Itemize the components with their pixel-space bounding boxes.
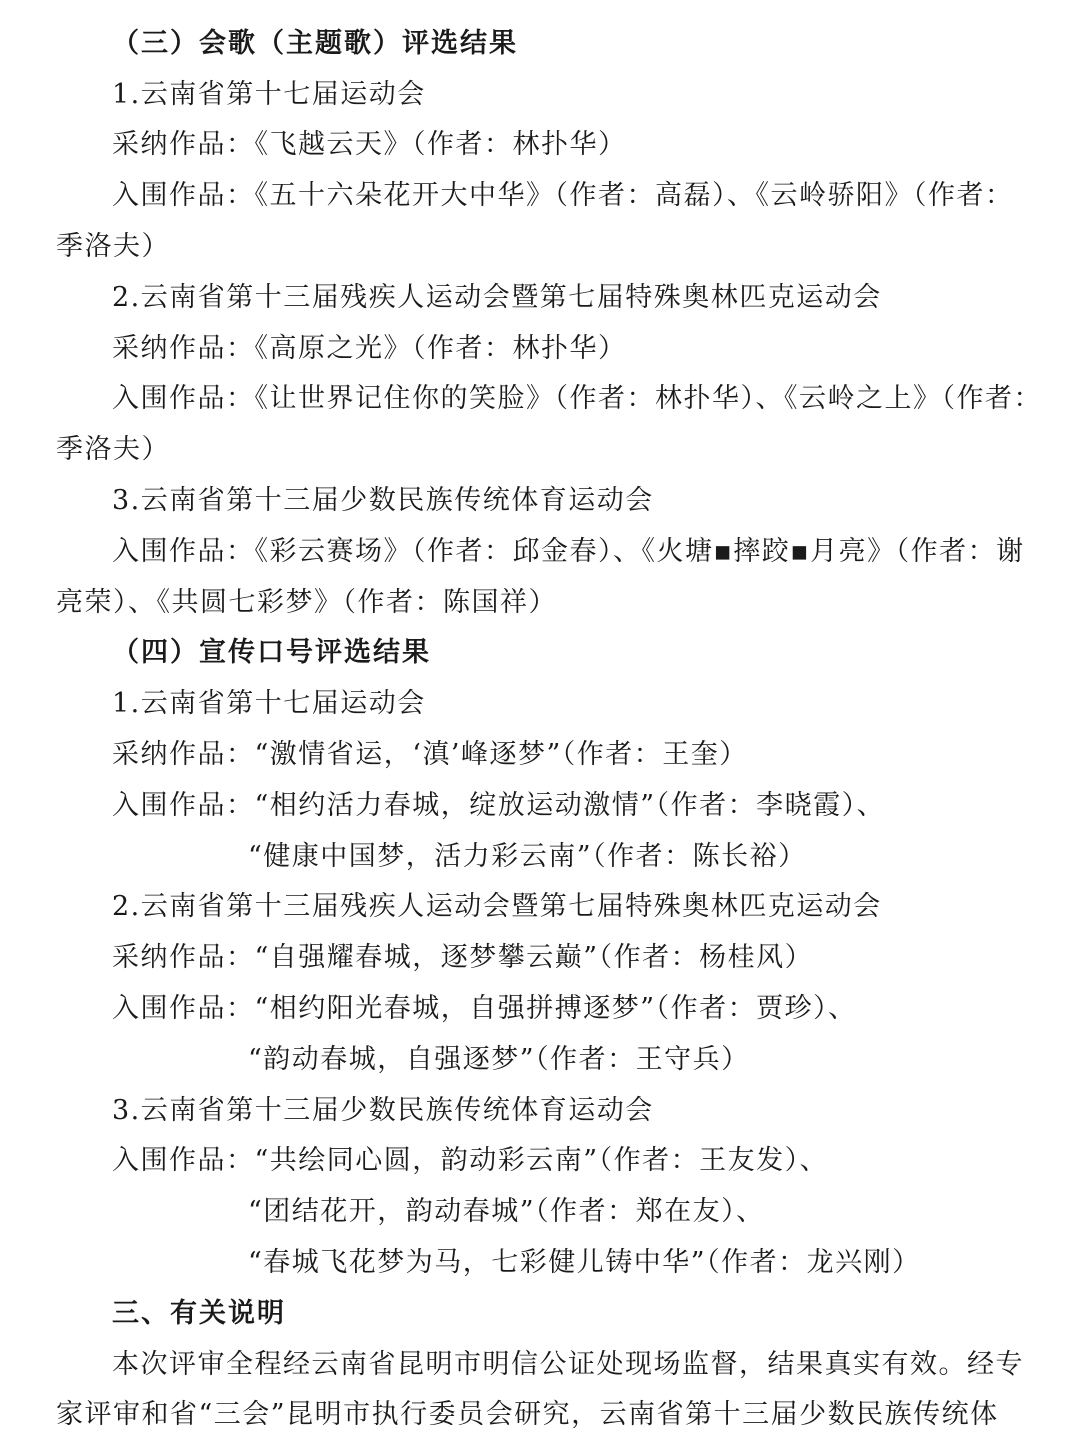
- paragraph-line: 入围作品：《五十六朵花开大中华》（作者：高磊）、《云岭骄阳》（作者：: [112, 180, 1014, 211]
- paragraph-line: 入围作品：“相约阳光春城，自强拼搏逐梦”（作者：贾珍）、: [112, 993, 857, 1024]
- paragraph-line: 入围作品：“相约活力春城，绽放运动激情”（作者：李晓霞）、: [112, 790, 886, 821]
- paragraph-line: 入围作品：《彩云赛场》（作者：邱金春）、《火塘▪摔跤▪月亮》（作者：谢: [112, 536, 1025, 567]
- subheading-ethnic-games: 3.云南省第十三届少数民族传统体育运动会: [112, 1095, 654, 1126]
- subheading-games-17: 1.云南省第十七届运动会: [112, 688, 426, 719]
- paragraph-line: “春城飞花梦为马，七彩健儿铸中华”（作者：龙兴刚）: [248, 1247, 921, 1278]
- paragraph-line: 采纳作品：“自强耀春城，逐梦攀云巅”（作者：杨桂风）: [112, 942, 814, 973]
- paragraph-line: 季洛夫）: [56, 231, 170, 262]
- paragraph-line: 采纳作品：“激情省运，‘滇’峰逐梦”（作者：王奎）: [112, 739, 748, 770]
- subheading-ethnic-games: 3.云南省第十三届少数民族传统体育运动会: [112, 485, 654, 516]
- section-heading-anthem: （三）会歌（主题歌）评选结果: [112, 28, 518, 59]
- section-heading-notes: 三、有关说明: [112, 1298, 286, 1329]
- paragraph-line: 季洛夫）: [56, 434, 170, 465]
- subheading-disabled-games: 2.云南省第十三届残疾人运动会暨第七届特殊奥林匹克运动会: [112, 282, 882, 313]
- paragraph-line: 采纳作品：《飞越云天》（作者：林扑华）: [112, 129, 627, 160]
- paragraph-line: 家评审和省“三会”昆明市执行委员会研究，云南省第十三届少数民族传统体: [56, 1399, 999, 1430]
- paragraph-line: “健康中国梦，活力彩云南”（作者：陈长裕）: [248, 841, 807, 872]
- paragraph-line: “团结花开，韵动春城”（作者：郑在友）、: [248, 1196, 765, 1227]
- section-heading-slogan: （四）宣传口号评选结果: [112, 637, 431, 668]
- paragraph-line: 入围作品：“共绘同心圆，韵动彩云南”（作者：王友发）、: [112, 1145, 829, 1176]
- paragraph-line: 入围作品：《让世界记住你的笑脸》（作者：林扑华）、《云岭之上》（作者：: [112, 383, 1042, 414]
- paragraph-line: “韵动春城，自强逐梦”（作者：王守兵）: [248, 1044, 750, 1075]
- subheading-games-17: 1.云南省第十七届运动会: [112, 79, 426, 110]
- paragraph-line: 本次评审全程经云南省昆明市明信公证处现场监督，结果真实有效。经专: [112, 1349, 1024, 1380]
- paragraph-line: 采纳作品：《高原之光》（作者：林扑华）: [112, 333, 627, 364]
- subheading-disabled-games: 2.云南省第十三届残疾人运动会暨第七届特殊奥林匹克运动会: [112, 891, 882, 922]
- paragraph-line: 亮荣）、《共圆七彩梦》（作者：陈国祥）: [56, 587, 557, 618]
